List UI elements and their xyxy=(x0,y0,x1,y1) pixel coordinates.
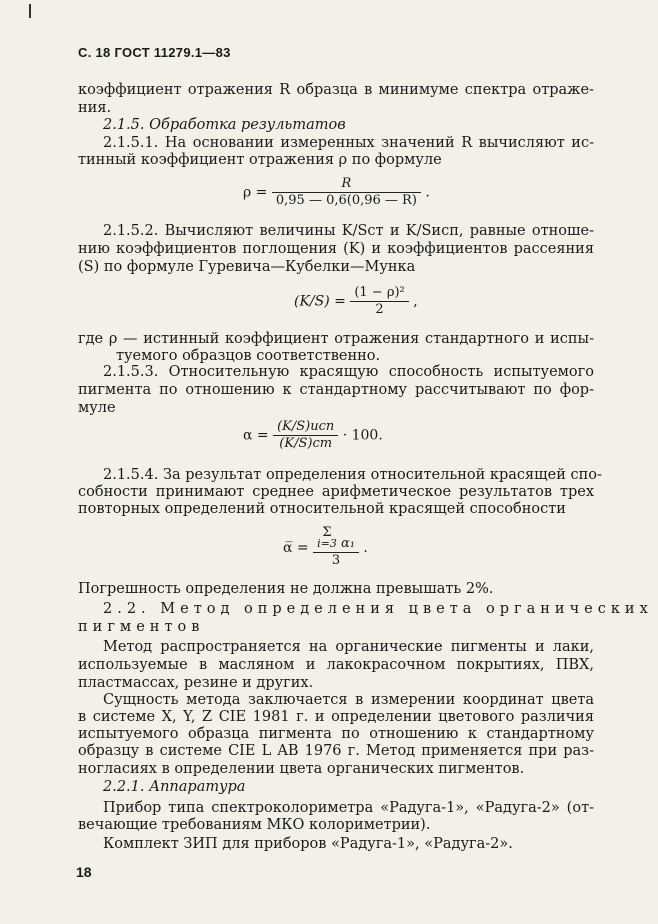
formula-numerator xyxy=(313,527,359,552)
text-line: нию коэффициентов поглощения (K) и коэффициентов рассеяния xyxy=(78,241,594,257)
sum-symbol xyxy=(317,527,337,549)
text-line: Метод распространяется на органические пигменты и лаки, xyxy=(103,639,594,655)
section-heading: 2.1.5. Обработка результатов xyxy=(103,117,346,133)
formula-denominator: (K/S)ст xyxy=(273,435,338,452)
page-header: С. 18 ГОСТ 11279.1—83 xyxy=(78,45,231,60)
formula-numerator: (K/S)исп xyxy=(277,419,335,434)
formula-fraction xyxy=(272,176,421,209)
section-heading: пигментов xyxy=(78,619,205,635)
formula-fraction xyxy=(273,419,338,452)
formula-denominator: 2 xyxy=(350,301,408,318)
formula-mean xyxy=(283,527,368,569)
text-line: Прибор типа спектроколориметра «Радуга-1», «Радуга-2» (от- xyxy=(103,800,594,816)
formula-end: . xyxy=(425,184,430,201)
formula-kubelka-munk xyxy=(294,285,418,318)
text-line: вечающие требованиям МКО колориметрии). xyxy=(78,817,431,833)
text-line: 2.1.5.2. Вычисляют величины K/Sст и K/Sисп, равные отноше- xyxy=(103,223,594,239)
formula-numerator: R xyxy=(341,176,352,191)
text-line: тинный коэффициент отражения ρ по формуле xyxy=(78,152,442,168)
formula-relative-strength xyxy=(243,419,383,452)
text-line: пигмента по отношению к стандартному рассчитывают по фор- xyxy=(78,382,594,398)
sum-variable: α₁ xyxy=(340,536,355,551)
text-line: 2.1.5.4. За результат определения относительной красящей спо- xyxy=(103,467,602,483)
formula-end: · 100. xyxy=(342,427,383,444)
formula-denominator: 3 xyxy=(313,552,359,569)
text-line: ногласиях в определении цвета органических пигментов. xyxy=(78,761,525,777)
sum-range: i=3 xyxy=(317,537,337,550)
text-line: испытуемого образца пигмента по отношению к стандартному xyxy=(78,726,594,742)
formula-lhs: α̅ = xyxy=(283,540,309,556)
page-number: 18 xyxy=(76,864,92,880)
text-line: используемые в масляном и лакокрасочном покрытиях, ПВХ, xyxy=(78,657,594,673)
formula-fraction xyxy=(350,285,408,318)
formula-lhs: (K/S) = xyxy=(294,293,346,310)
formula-numerator: (1 − ρ)² xyxy=(354,285,405,300)
text-line: Сущность метода заключается в измерении координат цвета xyxy=(103,692,594,708)
text-line: в системе X, Y, Z CIE 1981 г. и определении цветового различия xyxy=(78,709,594,725)
text-line: 2.1.5.1. На основании измеренных значений R вычисляют ис- xyxy=(103,135,594,151)
formula-lhs: α = xyxy=(243,427,269,444)
text-line: туемого образцов соответственно. xyxy=(116,348,381,364)
text-line: пластмассах, резине и других. xyxy=(78,675,314,691)
text-line: где ρ — истинный коэффициент отражения стандартного и испы- xyxy=(78,331,594,347)
text-line: Погрешность определения не должна превышать 2%. xyxy=(78,581,494,597)
formula-end: . xyxy=(363,540,368,556)
text-line: 2.1.5.3. Относительную красящую способность испытуемого xyxy=(103,364,594,380)
text-line: ния. xyxy=(78,100,112,116)
formula-denominator: 0,95 — 0,6(0,96 — R) xyxy=(272,192,421,209)
sum-sign: Σ xyxy=(322,525,332,540)
text-line: Комплект ЗИП для приборов «Радуга-1», «Радуга-2». xyxy=(103,836,513,852)
formula-reflectance xyxy=(243,176,430,209)
text-line: (S) по формуле Гуревича—Кубелки—Мунка xyxy=(78,259,416,275)
formula-end: , xyxy=(413,293,418,310)
section-heading: 2.2. Метод определения цвета органических xyxy=(103,601,653,617)
margin-mark xyxy=(29,4,31,18)
formula-fraction xyxy=(313,527,359,569)
text-line: коэффициент отражения R образца в минимуме спектра отраже- xyxy=(78,82,594,98)
text-line: образцу в системе CIE L AB 1976 г. Метод применяется при раз- xyxy=(78,743,594,759)
text-line: муле xyxy=(78,400,116,416)
text-line: повторных определений относительной красящей способности xyxy=(78,501,566,517)
formula-lhs: ρ = xyxy=(243,184,268,201)
text-line: собности принимают среднее арифметическое результатов трех xyxy=(78,484,594,500)
section-heading: 2.2.1. Аппаратура xyxy=(103,779,246,795)
